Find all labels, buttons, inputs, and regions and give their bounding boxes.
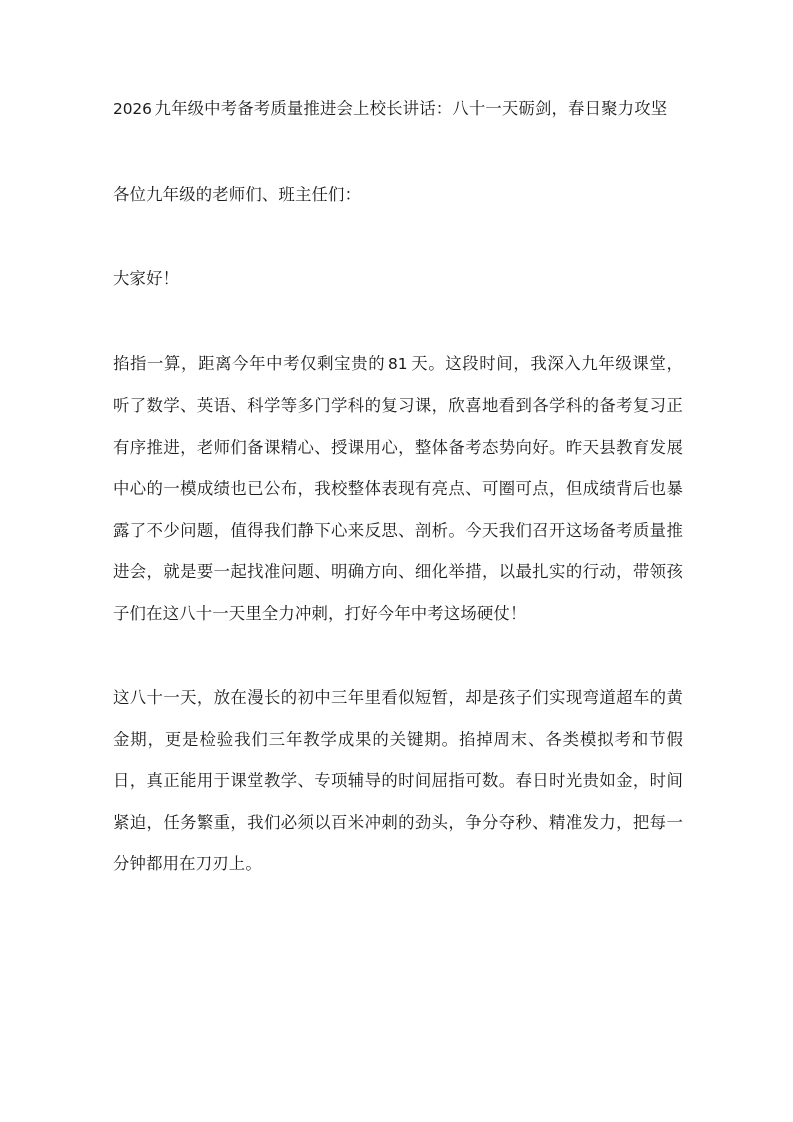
salutation-line: 各位九年级的老师们、班主任们： (113, 184, 362, 204)
title-text: 九年级中考备考质量推进会上校长讲话：八十一天砺剑，春日聚力攻坚 (154, 99, 668, 118)
body-paragraph-1 (113, 343, 683, 635)
days-remaining-count: 81 (388, 354, 408, 373)
body-paragraph-2: 这八十一天，放在漫长的初中三年里看似短暂，却是孩子们实现弯道超车的黄金期，更是检验我们三年教学成果的关键期。掐掉周末、各类模拟考和节假日，真正能用于课堂教学、专项辅导的时间屈指可数。春日时光贵如金，时间紧迫，任务繁重，我们必须以百米冲刺的劲头，争分夺秒、精准发力，把每一分钟都用在刀刃上。 (113, 688, 683, 873)
greeting-line: 大家好！ (113, 269, 180, 288)
paragraph-1-lead: 掐指一算，距离今年中考仅剩宝贵的 (113, 353, 386, 373)
document-title (113, 88, 683, 131)
title-year: 2026 (113, 100, 152, 118)
document-text-body (113, 88, 683, 885)
paragraph-1-tail: 天。这段时间，我深入九年级课堂，听了数学、英语、科学等多门学科的复习课，欣喜地看到各学科的备考复习正有序推进，老师们备课精心、授课用心，整体备考态势向好。昨天县教育发展中心的一模成绩也已公布，我校整体表现有亮点、可圈可点，但成绩背后也暴露了不少问题，值得我们静下心来反思、剖析。今天我们召开这场备考质量推进会，就是要一起找准问题、明确方向、细化举措，以最扎实的行动，带领孩子们在这八十一天里全力冲刺，打好今年中考这场硬仗！ (113, 353, 683, 623)
